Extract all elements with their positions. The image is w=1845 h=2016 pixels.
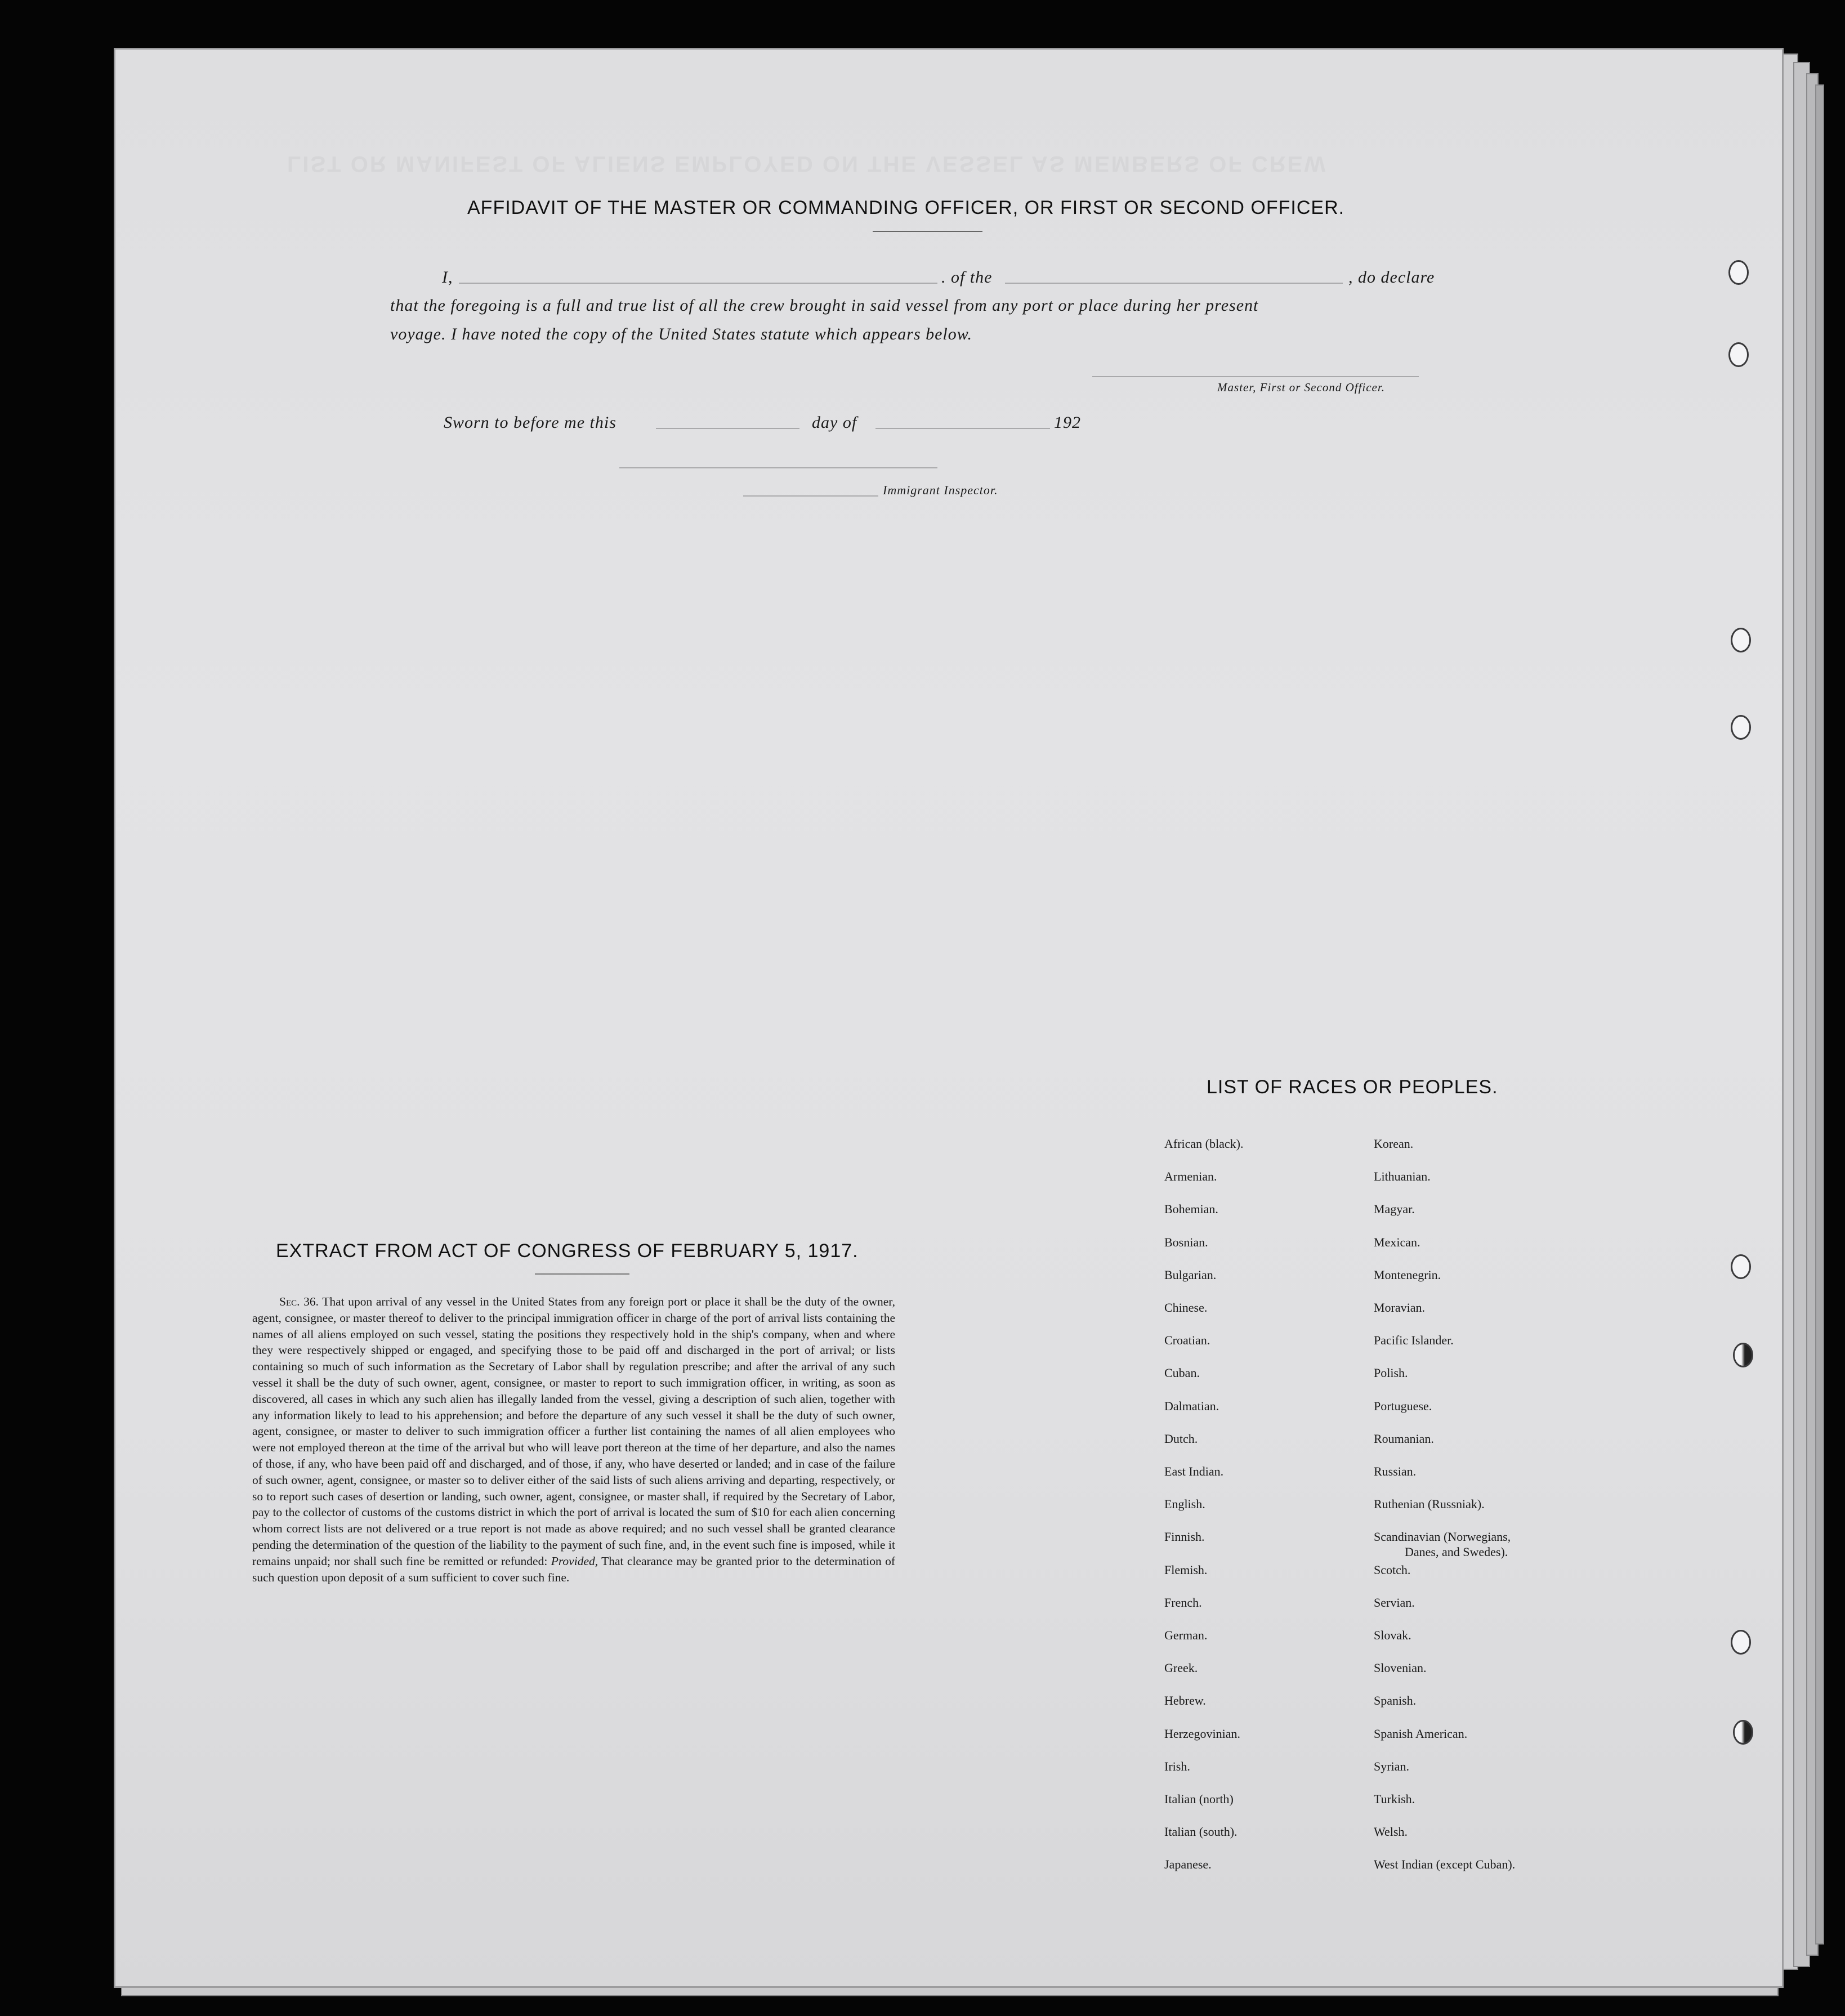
race-item: Dalmatian. bbox=[1164, 1398, 1219, 1413]
sworn-month-blank[interactable] bbox=[875, 428, 1050, 429]
title-rule bbox=[873, 231, 982, 232]
race-item: West Indian (except Cuban). bbox=[1374, 1857, 1516, 1872]
page-edge bbox=[1815, 84, 1824, 1945]
extract-text: That upon arrival of any vessel in the United States from any foreign port or place it shall be the duty of the owner, agent, consignee, or master thereof to deliver to the principal immigration officer in charge of the port of arrival lists containing the names of all aliens employed on such vessel, stating the positions they respectively hold in the ship's company, when and where they were respectively shipped or engaged, and specifying those to be paid off and discharged in the port of arrival; or lists containing so much of such information as the Secretary of Labor shall by regulation prescribe; and after the arrival of any such vessel it shall be the duty of such owner, agent, consignee, or master to report to such immigration officer, in writing, as soon as discovered, all cases in which any such alien has illegally landed from the vessel, giving a description of such alien, together with any information likely to lead to his apprehension; and before the departure of any such vessel it shall be the duty of such owner, agent, consignee, or master to deliver to such immigration officer a further list containing the names of all alien employees who were not employed thereon at the time of the arrival but who will leave port thereon at the time of her departure, and also the names of those, if any, who have been paid off and discharged, and of those, if any, who have deserted or landed; and in case of the failure of such owner, agent, consignee, or master so to deliver either of the said lists of such aliens arriving and departing, respectively, or so to report such cases of desertion or landing, such owner, agent, consignee, or master shall, if required by the Secretary of Labor, pay to the collector of customs of the customs district in which the port of arrival is located the sum of $10 for each alien concerning whom correct lists are not delivered or a true report is not made as above required; and no such vessel shall be granted clearance pending the determination of the question of the liability to the payment of such fine, and, in the event such fine is imposed, while it remains unpaid; nor shall such fine be remitted or refunded: bbox=[252, 1295, 895, 1568]
extract-body bbox=[252, 1294, 895, 1585]
punch-hole bbox=[1733, 1343, 1753, 1367]
affidavit-line-2: that the foregoing is a full and true list of all the crew brought in said vessel from any port or place during her present bbox=[390, 296, 1259, 315]
race-item: Turkish. bbox=[1374, 1792, 1415, 1806]
signature-label: Master, First or Second Officer. bbox=[1217, 381, 1385, 394]
race-item: Slovenian. bbox=[1374, 1661, 1427, 1675]
race-item: Roumanian. bbox=[1374, 1431, 1434, 1446]
race-item: Korean. bbox=[1374, 1137, 1414, 1151]
vessel-blank[interactable] bbox=[1005, 283, 1343, 284]
race-item: Dutch. bbox=[1164, 1431, 1198, 1446]
race-item: Danes, and Swedes). bbox=[1405, 1545, 1508, 1559]
race-item: Spanish American. bbox=[1374, 1726, 1468, 1741]
race-item: Russian. bbox=[1374, 1464, 1417, 1478]
affidavit-i-label: I, bbox=[442, 268, 453, 287]
bleed-through-text: LIST OR MANIFEST OF ALIENS EMPLOYED ON THE VESSEL AS MEMBERS OF CREW bbox=[287, 151, 1328, 176]
race-item: Welsh. bbox=[1374, 1825, 1408, 1839]
race-item: Magyar. bbox=[1374, 1202, 1415, 1217]
affidavit-title: AFFIDAVIT OF THE MASTER OR COMMANDING OFFICER, OR FIRST OR SECOND OFFICER. bbox=[467, 197, 1345, 218]
race-item: English. bbox=[1164, 1497, 1205, 1512]
extract-title-rule bbox=[535, 1273, 629, 1275]
provided-label: Provided, bbox=[551, 1554, 598, 1568]
inspector-signature-blank[interactable] bbox=[619, 467, 937, 468]
race-item: Moravian. bbox=[1374, 1300, 1426, 1315]
race-item: African (black). bbox=[1164, 1137, 1244, 1151]
signature-blank[interactable] bbox=[1092, 376, 1419, 377]
race-item: Armenian. bbox=[1164, 1169, 1217, 1184]
race-item: Servian. bbox=[1374, 1595, 1415, 1610]
race-item: Syrian. bbox=[1374, 1759, 1409, 1773]
race-item: Mexican. bbox=[1374, 1235, 1420, 1249]
race-item: Italian (north) bbox=[1164, 1792, 1234, 1806]
race-item: Hebrew. bbox=[1164, 1693, 1206, 1708]
section-label: Sec. 36. bbox=[279, 1295, 319, 1308]
name-blank[interactable] bbox=[459, 283, 937, 284]
extract-title: EXTRACT FROM ACT OF CONGRESS OF FEBRUARY 5, 1917. bbox=[276, 1240, 859, 1262]
race-item: Cuban. bbox=[1164, 1366, 1200, 1380]
race-item: German. bbox=[1164, 1628, 1208, 1642]
race-item: Greek. bbox=[1164, 1661, 1198, 1675]
race-item: French. bbox=[1164, 1595, 1202, 1610]
race-item: East Indian. bbox=[1164, 1464, 1224, 1478]
sworn-day-blank[interactable] bbox=[656, 428, 799, 429]
punch-hole bbox=[1728, 260, 1749, 285]
extract-text-end: That clearance may be granted prior to the determination of such question upon deposit of a sum sufficient to cover such fine. bbox=[252, 1554, 895, 1584]
inspector-label: Immigrant Inspector. bbox=[883, 483, 998, 497]
year-label: 192 bbox=[1054, 413, 1081, 432]
race-item: Lithuanian. bbox=[1374, 1169, 1431, 1184]
race-item: Pacific Islander. bbox=[1374, 1333, 1454, 1348]
race-item: Japanese. bbox=[1164, 1857, 1212, 1872]
punch-hole bbox=[1728, 342, 1749, 367]
races-title: LIST OF RACES OR PEOPLES. bbox=[1207, 1076, 1498, 1098]
race-item: Ruthenian (Russniak). bbox=[1374, 1497, 1485, 1512]
race-item: Slovak. bbox=[1374, 1628, 1411, 1642]
inspector-name-blank[interactable] bbox=[743, 495, 878, 497]
race-item: Herzegovinian. bbox=[1164, 1726, 1240, 1741]
race-item: Polish. bbox=[1374, 1366, 1408, 1380]
race-item: Irish. bbox=[1164, 1759, 1190, 1773]
race-item: Croatian. bbox=[1164, 1333, 1210, 1348]
punch-hole bbox=[1733, 1720, 1753, 1745]
race-item: Scotch. bbox=[1374, 1562, 1411, 1577]
affidavit-line-3: voyage. I have noted the copy of the United States statute which appears below. bbox=[390, 325, 973, 343]
race-item: Bohemian. bbox=[1164, 1202, 1218, 1217]
affidavit-of-the-label: . of the bbox=[941, 268, 993, 287]
day-of-label: day of bbox=[812, 413, 857, 432]
race-item: Bulgarian. bbox=[1164, 1267, 1217, 1282]
affidavit-do-declare: , do declare bbox=[1348, 268, 1435, 287]
punch-hole bbox=[1731, 628, 1751, 652]
punch-hole bbox=[1731, 1254, 1751, 1279]
race-item: Spanish. bbox=[1374, 1693, 1417, 1708]
race-item: Bosnian. bbox=[1164, 1235, 1208, 1249]
race-item: Portuguese. bbox=[1374, 1398, 1432, 1413]
race-item: Scandinavian (Norwegians, bbox=[1374, 1530, 1511, 1544]
race-item: Chinese. bbox=[1164, 1300, 1208, 1315]
race-item: Montenegrin. bbox=[1374, 1267, 1441, 1282]
race-item: Finnish. bbox=[1164, 1530, 1205, 1544]
sworn-label: Sworn to before me this bbox=[444, 413, 617, 432]
punch-hole bbox=[1731, 715, 1751, 740]
punch-hole bbox=[1731, 1630, 1751, 1655]
race-item: Flemish. bbox=[1164, 1562, 1208, 1577]
race-item: Italian (south). bbox=[1164, 1825, 1238, 1839]
